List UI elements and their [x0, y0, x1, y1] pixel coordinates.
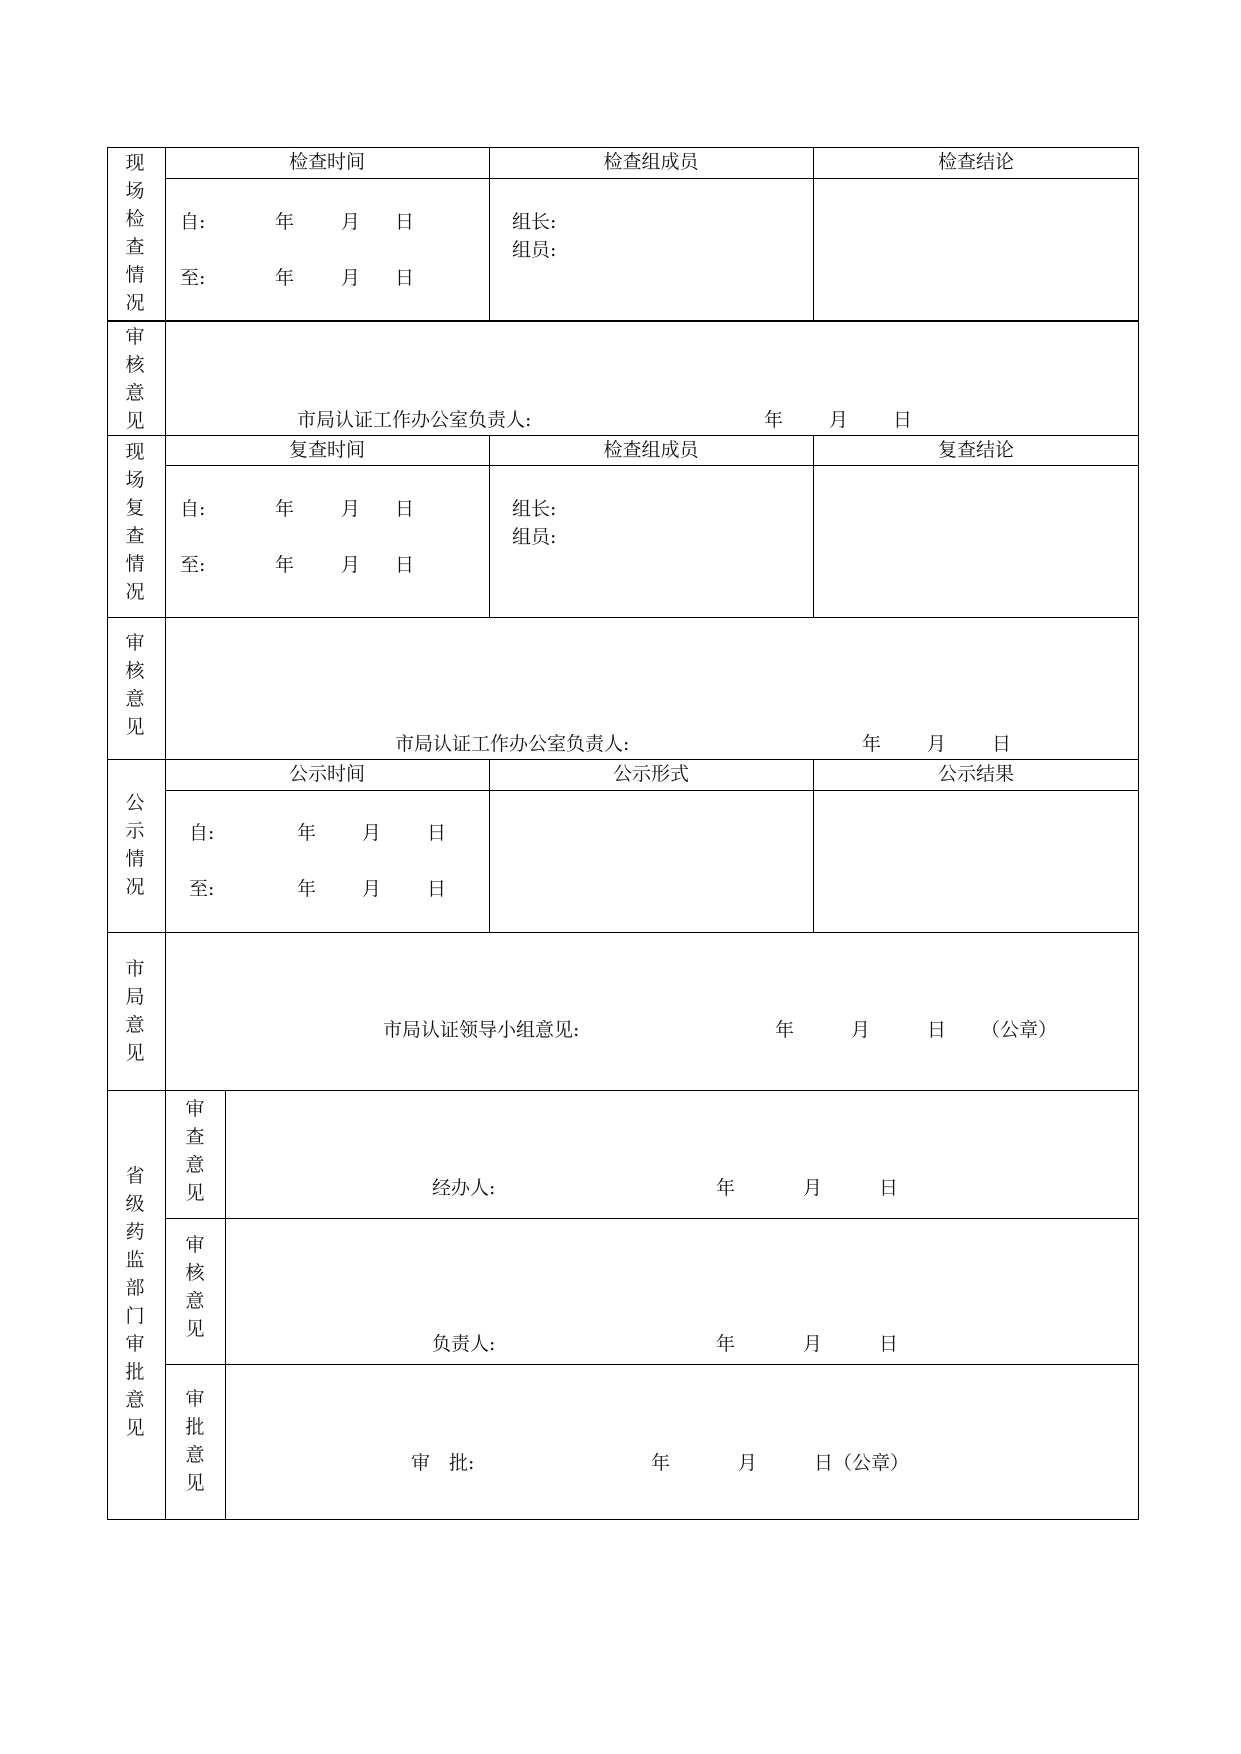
label-char: 审: [185, 1098, 205, 1120]
publicity-from-year: 年: [297, 822, 317, 844]
reinspection-members-header: 检查组成员: [603, 439, 699, 461]
label-char: 现: [125, 152, 145, 174]
label-char: 意: [125, 1389, 145, 1411]
province-audit-year: 年: [716, 1333, 736, 1355]
province-sublabel-divider: [225, 1090, 226, 1520]
table-border-top: [107, 147, 1139, 148]
section-divider-1: [107, 320, 1139, 322]
section-divider-6: [107, 1090, 1139, 1091]
label-char: 情: [125, 848, 145, 870]
city-day: 日: [927, 1019, 947, 1041]
label-char: 见: [125, 716, 145, 738]
label-char: 审: [185, 1234, 205, 1256]
inspection-member-label: 组员:: [512, 239, 557, 261]
inspection-members-header: 检查组成员: [603, 151, 699, 173]
inspection-col-divider-1: [489, 147, 490, 320]
label-char: 意: [185, 1444, 205, 1466]
label-char: 检: [125, 208, 145, 230]
label-column-divider: [165, 147, 166, 1520]
review2-signer-label: 市局认证工作办公室负责人:: [395, 733, 630, 755]
label-char: 见: [125, 410, 145, 432]
reinspection-leader-label: 组长:: [512, 498, 557, 520]
inspection-from-month: 月: [341, 211, 361, 233]
label-char: 批: [185, 1416, 205, 1438]
label-char: 复: [125, 497, 145, 519]
inspection-from-day: 日: [395, 211, 415, 233]
label-char: 现: [125, 441, 145, 463]
province-approval-month: 月: [738, 1452, 758, 1474]
label-char: 意: [185, 1290, 205, 1312]
inspection-to-month: 月: [341, 267, 361, 289]
inspection-col-divider-2: [813, 147, 814, 320]
label-char: 审: [125, 632, 145, 654]
province-review-year: 年: [716, 1177, 736, 1199]
inspection-conclusion-header: 检查结论: [937, 151, 1015, 173]
reinspection-from-month: 月: [341, 498, 361, 520]
reinspection-member-label: 组员:: [512, 526, 557, 548]
reinspection-col-divider-1: [489, 435, 490, 617]
label-char: 局: [125, 986, 145, 1008]
province-handler-label: 经办人:: [432, 1177, 496, 1199]
label-char: 门: [125, 1305, 145, 1327]
review1-month: 月: [829, 409, 849, 431]
province-audit-day: 日: [879, 1333, 899, 1355]
label-char: 部: [125, 1277, 145, 1299]
inspection-from-year: 年: [275, 211, 295, 233]
table-border-right: [1138, 147, 1139, 1520]
label-char: 市: [125, 958, 145, 980]
inspection-section-label: [124, 149, 146, 317]
city-year: 年: [775, 1019, 795, 1041]
inspection-time-header: 检查时间: [288, 151, 366, 173]
review1-year: 年: [764, 409, 784, 431]
label-char: 省: [125, 1165, 145, 1187]
reinspection-from-year: 年: [275, 498, 295, 520]
label-char: 见: [185, 1182, 205, 1204]
reinspection-to-year: 年: [275, 554, 295, 576]
label-char: 见: [185, 1472, 205, 1494]
label-char: 情: [125, 553, 145, 575]
review1-section-label: [124, 323, 146, 435]
label-char: 药: [125, 1221, 145, 1243]
label-char: 核: [125, 354, 145, 376]
reinspection-from-day: 日: [395, 498, 415, 520]
label-char: 见: [125, 1042, 145, 1064]
publicity-to-day: 日: [427, 878, 447, 900]
city-section-label: [124, 955, 146, 1067]
publicity-from-day: 日: [427, 822, 447, 844]
province-approval-sublabel: [184, 1385, 206, 1497]
review2-day: 日: [992, 733, 1012, 755]
label-char: 公: [125, 792, 145, 814]
review2-year: 年: [862, 733, 882, 755]
publicity-to-month: 月: [362, 878, 382, 900]
publicity-to-year: 年: [297, 878, 317, 900]
city-month: 月: [851, 1019, 871, 1041]
publicity-section-label: [124, 789, 146, 901]
province-review-month: 月: [803, 1177, 823, 1199]
label-char: 批: [125, 1361, 145, 1383]
label-char: 查: [125, 525, 145, 547]
publicity-time-header: 公示时间: [288, 763, 366, 785]
table-border-bottom: [107, 1519, 1139, 1520]
inspection-from-label: 自:: [180, 211, 206, 233]
review2-month: 月: [927, 733, 947, 755]
label-char: 查: [185, 1126, 205, 1148]
province-audit-sublabel: [184, 1231, 206, 1343]
reinspection-to-label: 至:: [180, 554, 206, 576]
label-char: 况: [125, 581, 145, 603]
label-char: 场: [125, 469, 145, 491]
label-char: 审: [125, 1333, 145, 1355]
reinspection-to-day: 日: [395, 554, 415, 576]
publicity-from-month: 月: [362, 822, 382, 844]
label-char: 监: [125, 1249, 145, 1271]
reinspection-col-divider-2: [813, 435, 814, 617]
section-divider-2: [107, 435, 1139, 436]
province-approval-year: 年: [651, 1452, 671, 1474]
section-divider-3: [107, 617, 1139, 618]
section-divider-4: [107, 759, 1139, 760]
province-review-sublabel: [184, 1095, 206, 1207]
publicity-result-header: 公示结果: [937, 763, 1015, 785]
inspection-to-year: 年: [275, 267, 295, 289]
inspection-to-day: 日: [395, 267, 415, 289]
label-char: 意: [125, 382, 145, 404]
province-row-divider-1: [165, 1218, 1139, 1219]
label-char: 况: [125, 876, 145, 898]
province-section-label: [124, 1162, 146, 1442]
review2-section-label: [124, 629, 146, 741]
label-char: 见: [125, 1417, 145, 1439]
label-char: 查: [125, 236, 145, 258]
inspection-header-line: [165, 178, 1139, 179]
reinspection-section-label: [124, 438, 146, 606]
province-review-day: 日: [879, 1177, 899, 1199]
reinspection-conclusion-header: 复查结论: [937, 439, 1015, 461]
label-char: 况: [125, 292, 145, 314]
inspection-to-label: 至:: [180, 267, 206, 289]
reinspection-to-month: 月: [341, 554, 361, 576]
reinspection-header-line: [165, 465, 1139, 466]
label-char: 意: [185, 1154, 205, 1176]
label-char: 审: [185, 1388, 205, 1410]
province-row-divider-2: [165, 1364, 1139, 1365]
publicity-col-divider-2: [813, 759, 814, 932]
city-signer-label: 市局认证领导小组意见:: [383, 1019, 580, 1041]
review1-signer-label: 市局认证工作办公室负责人:: [297, 409, 532, 431]
province-approval-label: 审 批:: [411, 1452, 475, 1474]
publicity-header-line: [165, 790, 1139, 791]
table-border-left: [107, 147, 108, 1520]
label-char: 见: [185, 1318, 205, 1340]
label-char: 级: [125, 1193, 145, 1215]
label-char: 示: [125, 820, 145, 842]
city-seal: （公章）: [981, 1019, 1058, 1041]
label-char: 意: [125, 1014, 145, 1036]
inspection-leader-label: 组长:: [512, 211, 557, 233]
reinspection-time-header: 复查时间: [288, 439, 366, 461]
reinspection-from-label: 自:: [180, 498, 206, 520]
label-char: 意: [125, 688, 145, 710]
province-audit-month: 月: [803, 1333, 823, 1355]
province-approval-day-seal: 日（公章）: [814, 1452, 910, 1474]
label-char: 审: [125, 326, 145, 348]
publicity-col-divider-1: [489, 759, 490, 932]
province-responsible-label: 负责人:: [432, 1333, 496, 1355]
label-char: 核: [125, 660, 145, 682]
label-char: 场: [125, 180, 145, 202]
label-char: 核: [185, 1262, 205, 1284]
publicity-to-label: 至:: [189, 878, 215, 900]
section-divider-5: [107, 932, 1139, 933]
label-char: 情: [125, 264, 145, 286]
publicity-from-label: 自:: [189, 822, 215, 844]
publicity-form-header: 公示形式: [612, 763, 690, 785]
review1-day: 日: [893, 409, 913, 431]
